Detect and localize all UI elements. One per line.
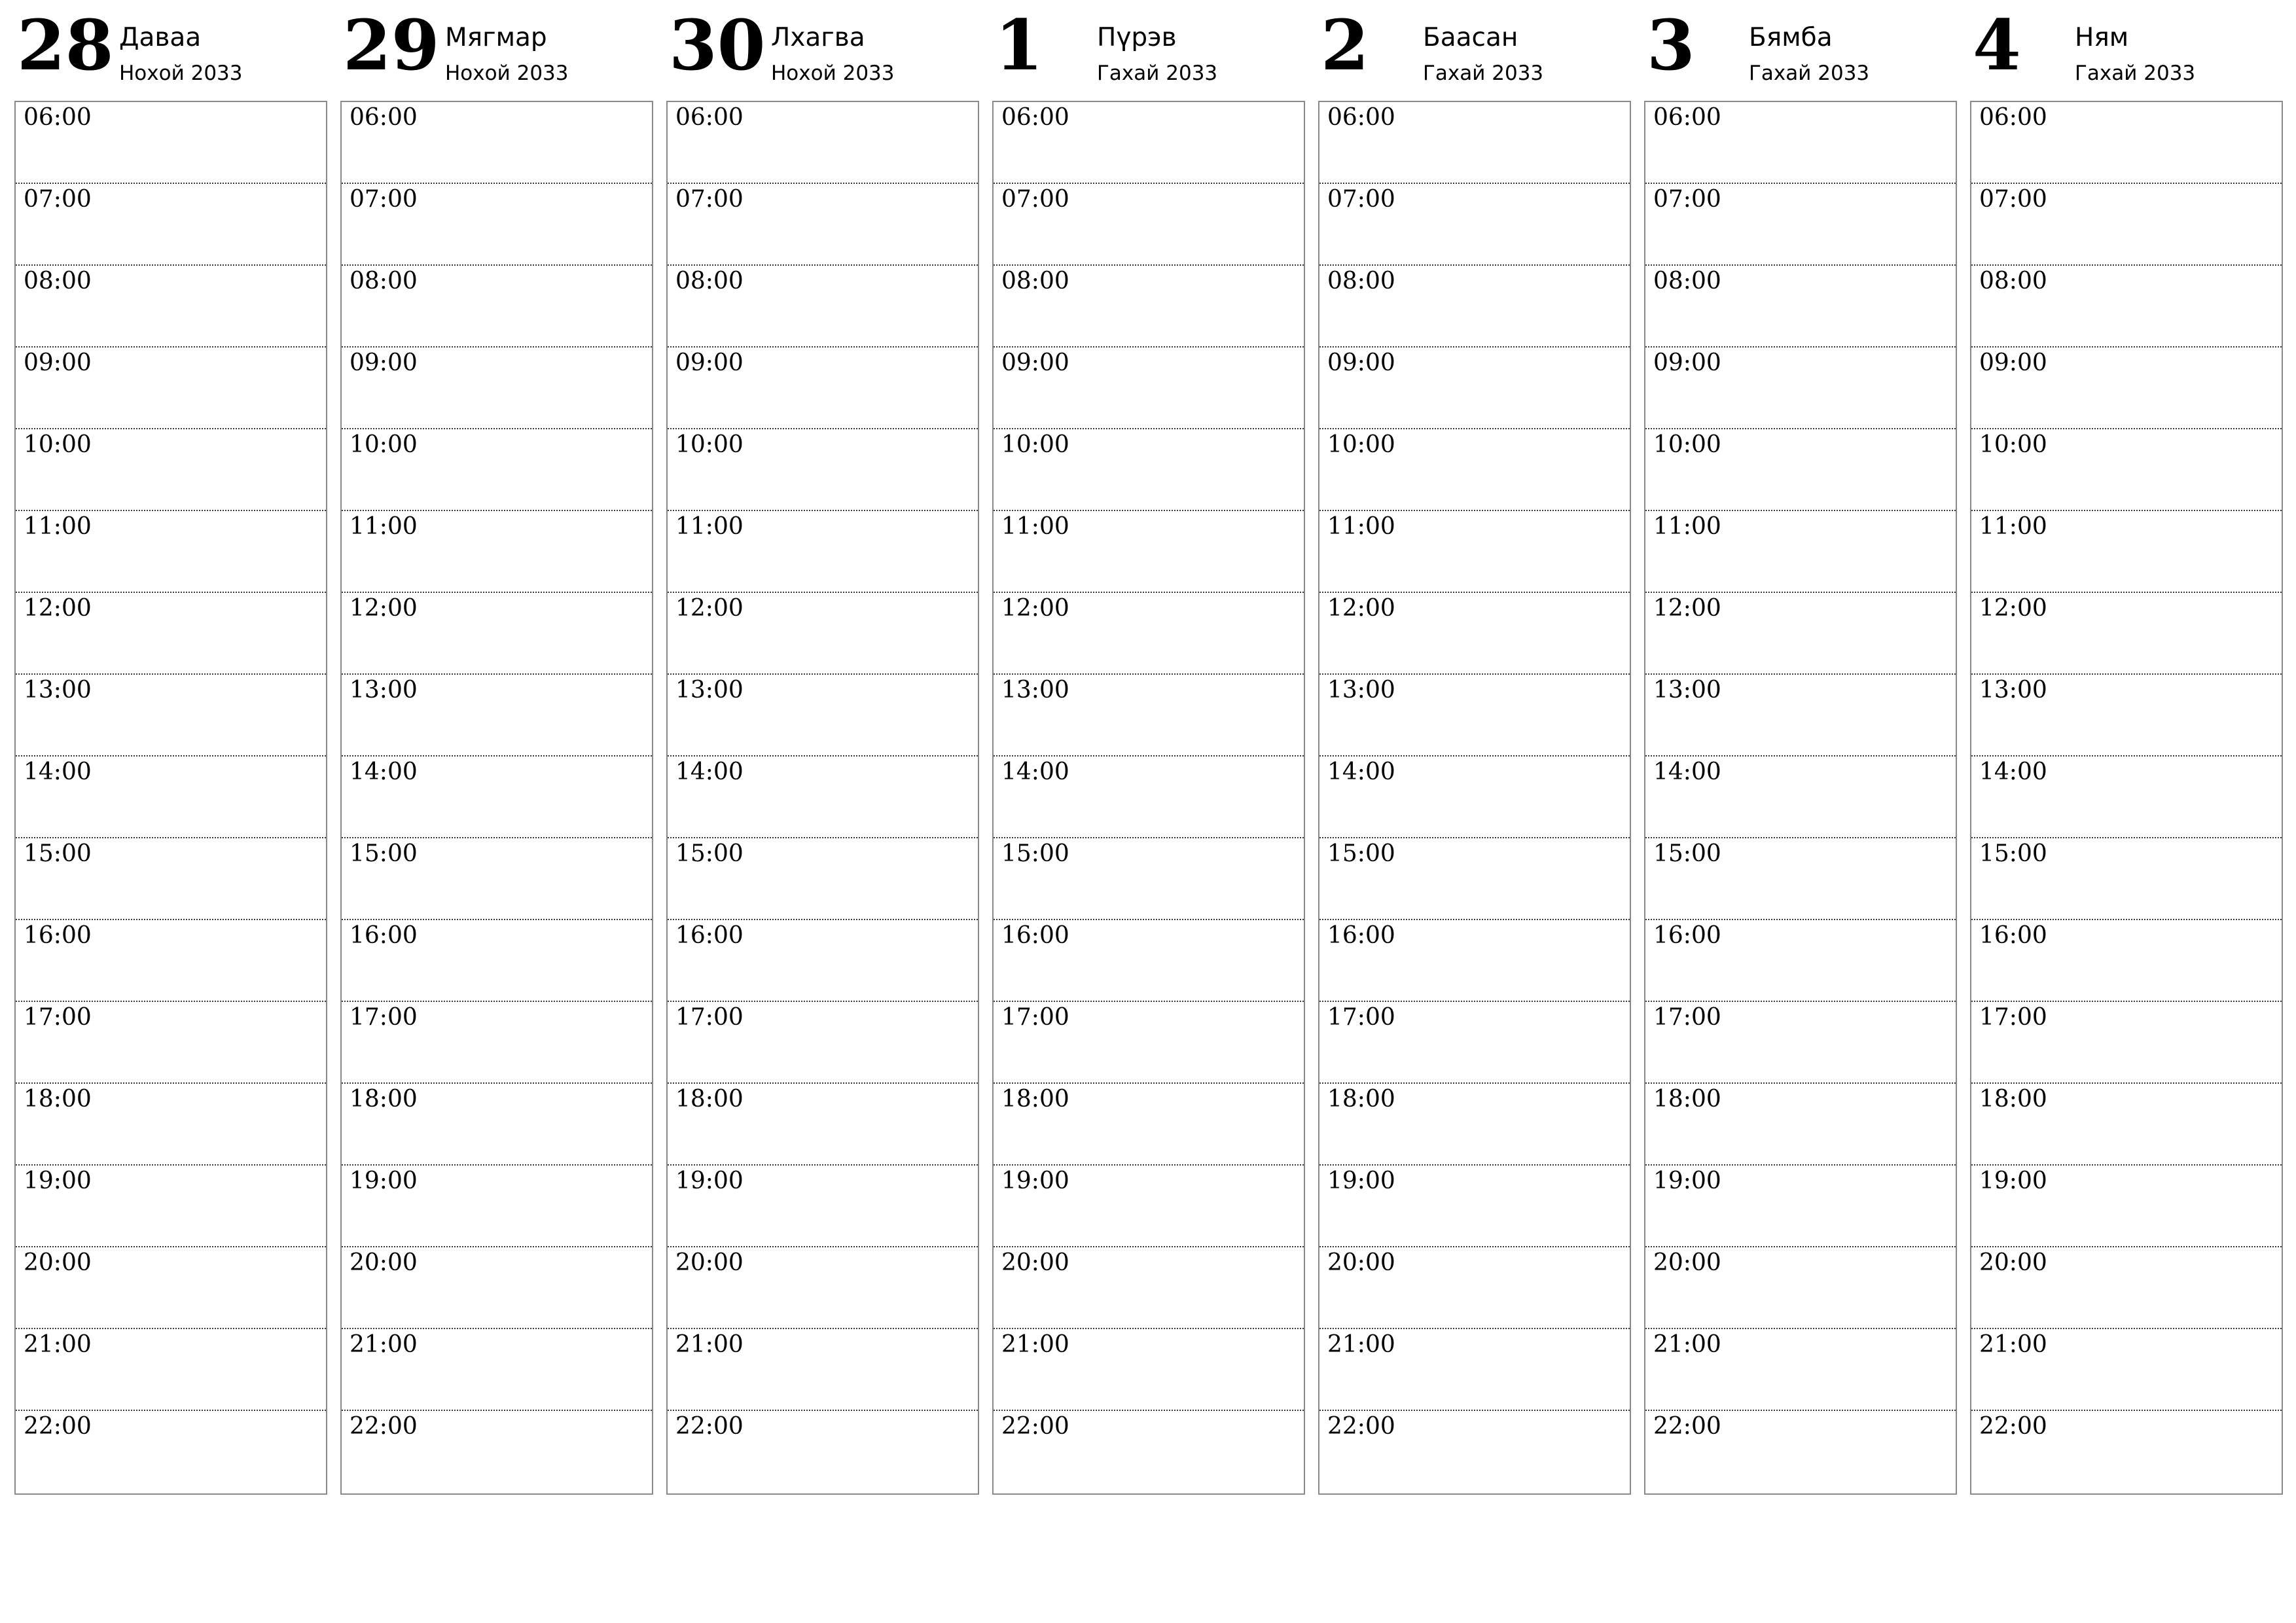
time-label: 17:00 bbox=[1653, 1004, 1721, 1031]
time-label: 09:00 bbox=[1327, 349, 1395, 376]
time-slot[interactable] bbox=[1645, 266, 1956, 348]
month-year-label: Гахай 2033 bbox=[1097, 62, 1218, 85]
time-label: 11:00 bbox=[1653, 513, 1721, 540]
time-label: 11:00 bbox=[675, 513, 744, 540]
time-label: 18:00 bbox=[1979, 1086, 2047, 1113]
time-label: 14:00 bbox=[350, 758, 418, 785]
time-slot[interactable] bbox=[1319, 429, 1630, 511]
time-slot[interactable] bbox=[16, 593, 326, 675]
time-slot[interactable] bbox=[1645, 1411, 1956, 1493]
time-slot[interactable] bbox=[1319, 102, 1630, 184]
time-slot[interactable] bbox=[668, 1084, 978, 1166]
time-label: 13:00 bbox=[1979, 677, 2047, 704]
time-label: 13:00 bbox=[675, 677, 744, 704]
time-slot[interactable] bbox=[1319, 1247, 1630, 1329]
time-slot[interactable] bbox=[16, 675, 326, 757]
time-label: 14:00 bbox=[675, 758, 744, 785]
time-slot[interactable] bbox=[1971, 593, 2282, 675]
time-slot[interactable] bbox=[994, 266, 1304, 348]
time-slot[interactable] bbox=[1645, 1002, 1956, 1084]
time-label: 06:00 bbox=[1001, 104, 1069, 131]
time-slot[interactable] bbox=[1319, 511, 1630, 593]
time-label: 12:00 bbox=[1979, 595, 2047, 622]
time-label: 12:00 bbox=[1653, 595, 1721, 622]
time-slot[interactable] bbox=[1971, 184, 2282, 266]
time-label: 10:00 bbox=[1979, 431, 2047, 458]
time-label: 07:00 bbox=[350, 186, 418, 213]
time-label: 09:00 bbox=[1979, 349, 2047, 376]
time-label: 15:00 bbox=[1327, 840, 1395, 867]
time-slot[interactable] bbox=[668, 266, 978, 348]
time-label: 19:00 bbox=[1001, 1168, 1069, 1194]
time-label: 10:00 bbox=[350, 431, 418, 458]
time-slot[interactable] bbox=[1645, 1247, 1956, 1329]
day-header bbox=[340, 0, 653, 98]
time-label: 12:00 bbox=[1327, 595, 1395, 622]
time-label: 21:00 bbox=[24, 1331, 92, 1358]
time-label: 21:00 bbox=[1979, 1331, 2047, 1358]
time-slot[interactable] bbox=[342, 838, 652, 920]
time-label: 14:00 bbox=[24, 758, 92, 785]
day-header bbox=[992, 0, 1305, 98]
time-label: 08:00 bbox=[350, 268, 418, 294]
time-label: 14:00 bbox=[1979, 758, 2047, 785]
time-label: 22:00 bbox=[675, 1413, 744, 1440]
time-slot[interactable] bbox=[1645, 675, 1956, 757]
weekday-name: Ням bbox=[2075, 23, 2129, 52]
time-label: 15:00 bbox=[675, 840, 744, 867]
time-label: 11:00 bbox=[1001, 513, 1069, 540]
time-label: 11:00 bbox=[24, 513, 92, 540]
time-label: 15:00 bbox=[1979, 840, 2047, 867]
time-slot[interactable] bbox=[668, 675, 978, 757]
time-slot[interactable] bbox=[16, 1084, 326, 1166]
time-label: 13:00 bbox=[1653, 677, 1721, 704]
time-slot[interactable] bbox=[342, 757, 652, 838]
time-slot[interactable] bbox=[668, 1411, 978, 1493]
time-label: 12:00 bbox=[1001, 595, 1069, 622]
time-slot[interactable] bbox=[994, 102, 1304, 184]
time-label: 20:00 bbox=[24, 1249, 92, 1276]
time-slot[interactable] bbox=[668, 1329, 978, 1411]
time-slot[interactable] bbox=[1645, 1084, 1956, 1166]
month-year-label: Нохой 2033 bbox=[119, 62, 243, 85]
time-label: 16:00 bbox=[1327, 922, 1395, 949]
time-label: 13:00 bbox=[1327, 677, 1395, 704]
day-number: 4 bbox=[1973, 4, 2021, 86]
time-slot[interactable] bbox=[994, 757, 1304, 838]
time-label: 06:00 bbox=[350, 104, 418, 131]
time-slot[interactable] bbox=[1645, 102, 1956, 184]
time-label: 09:00 bbox=[350, 349, 418, 376]
time-slot[interactable] bbox=[994, 348, 1304, 429]
time-slot[interactable] bbox=[16, 1166, 326, 1247]
time-label: 06:00 bbox=[1979, 104, 2047, 131]
month-year-label: Гахай 2033 bbox=[1423, 62, 1544, 85]
time-label: 13:00 bbox=[350, 677, 418, 704]
time-label: 19:00 bbox=[24, 1168, 92, 1194]
time-label: 21:00 bbox=[1001, 1331, 1069, 1358]
time-slot[interactable] bbox=[342, 102, 652, 184]
weekday-name: Баасан bbox=[1423, 23, 1518, 52]
time-slot[interactable] bbox=[1971, 511, 2282, 593]
time-label: 07:00 bbox=[1327, 186, 1395, 213]
month-year-label: Нохой 2033 bbox=[771, 62, 895, 85]
time-label: 20:00 bbox=[1001, 1249, 1069, 1276]
month-year-label: Гахай 2033 bbox=[2075, 62, 2196, 85]
time-label: 22:00 bbox=[1327, 1413, 1395, 1440]
time-slot[interactable] bbox=[994, 184, 1304, 266]
time-label: 10:00 bbox=[1001, 431, 1069, 458]
time-slot[interactable] bbox=[994, 1166, 1304, 1247]
time-label: 18:00 bbox=[24, 1086, 92, 1113]
time-slot[interactable] bbox=[16, 1411, 326, 1493]
time-slot[interactable] bbox=[668, 920, 978, 1002]
time-slot[interactable] bbox=[994, 429, 1304, 511]
time-label: 09:00 bbox=[1653, 349, 1721, 376]
time-slot[interactable] bbox=[1971, 429, 2282, 511]
time-label: 08:00 bbox=[1327, 268, 1395, 294]
time-slot[interactable] bbox=[342, 1411, 652, 1493]
time-slot[interactable] bbox=[1971, 1166, 2282, 1247]
time-label: 20:00 bbox=[1979, 1249, 2047, 1276]
time-label: 10:00 bbox=[1653, 431, 1721, 458]
month-year-label: Гахай 2033 bbox=[1749, 62, 1870, 85]
time-slot[interactable] bbox=[1645, 838, 1956, 920]
time-label: 06:00 bbox=[675, 104, 744, 131]
day-number: 1 bbox=[995, 4, 1043, 86]
day-header bbox=[1318, 0, 1631, 98]
time-label: 08:00 bbox=[1001, 268, 1069, 294]
time-slot[interactable] bbox=[1319, 920, 1630, 1002]
time-slot[interactable] bbox=[1319, 1002, 1630, 1084]
weekday-name: Бямба bbox=[1749, 23, 1833, 52]
day-number: 28 bbox=[17, 4, 114, 86]
time-label: 19:00 bbox=[675, 1168, 744, 1194]
day-number: 2 bbox=[1321, 4, 1369, 86]
time-slot[interactable] bbox=[342, 675, 652, 757]
time-slot[interactable] bbox=[1319, 1166, 1630, 1247]
day-header bbox=[14, 0, 327, 98]
time-label: 20:00 bbox=[350, 1249, 418, 1276]
time-slot[interactable] bbox=[1971, 1084, 2282, 1166]
time-slot[interactable] bbox=[994, 675, 1304, 757]
time-slot[interactable] bbox=[1319, 1084, 1630, 1166]
time-label: 17:00 bbox=[675, 1004, 744, 1031]
time-slot[interactable] bbox=[342, 920, 652, 1002]
time-label: 16:00 bbox=[1653, 922, 1721, 949]
time-label: 18:00 bbox=[1653, 1086, 1721, 1113]
time-slot[interactable] bbox=[16, 429, 326, 511]
time-label: 21:00 bbox=[1327, 1331, 1395, 1358]
time-slot[interactable] bbox=[1645, 348, 1956, 429]
time-slot[interactable] bbox=[16, 266, 326, 348]
time-label: 13:00 bbox=[1001, 677, 1069, 704]
time-label: 10:00 bbox=[675, 431, 744, 458]
time-slot[interactable] bbox=[342, 1247, 652, 1329]
day-schedule-box bbox=[992, 101, 1305, 1495]
time-slot[interactable] bbox=[668, 757, 978, 838]
day-schedule-box bbox=[14, 101, 327, 1495]
time-label: 07:00 bbox=[24, 186, 92, 213]
time-slot[interactable] bbox=[16, 184, 326, 266]
time-label: 08:00 bbox=[1653, 268, 1721, 294]
time-label: 07:00 bbox=[1001, 186, 1069, 213]
weekday-name: Даваа bbox=[119, 23, 202, 52]
time-label: 09:00 bbox=[24, 349, 92, 376]
time-slot[interactable] bbox=[342, 1002, 652, 1084]
time-label: 08:00 bbox=[24, 268, 92, 294]
time-label: 12:00 bbox=[24, 595, 92, 622]
time-slot[interactable] bbox=[342, 1084, 652, 1166]
time-label: 07:00 bbox=[1979, 186, 2047, 213]
time-slot[interactable] bbox=[16, 511, 326, 593]
time-label: 09:00 bbox=[675, 349, 744, 376]
time-label: 19:00 bbox=[350, 1168, 418, 1194]
time-slot[interactable] bbox=[668, 1002, 978, 1084]
day-schedule-box bbox=[1644, 101, 1957, 1495]
time-label: 21:00 bbox=[675, 1331, 744, 1358]
day-number: 29 bbox=[343, 4, 440, 86]
time-slot[interactable] bbox=[668, 102, 978, 184]
time-slot[interactable] bbox=[1971, 675, 2282, 757]
time-slot[interactable] bbox=[342, 1166, 652, 1247]
time-label: 15:00 bbox=[1001, 840, 1069, 867]
time-label: 18:00 bbox=[675, 1086, 744, 1113]
day-header bbox=[1970, 0, 2283, 98]
time-slot[interactable] bbox=[1319, 838, 1630, 920]
time-slot[interactable] bbox=[994, 1247, 1304, 1329]
time-label: 22:00 bbox=[24, 1413, 92, 1440]
time-label: 12:00 bbox=[675, 595, 744, 622]
time-slot[interactable] bbox=[668, 593, 978, 675]
time-label: 22:00 bbox=[1653, 1413, 1721, 1440]
time-slot[interactable] bbox=[668, 1247, 978, 1329]
day-header bbox=[1644, 0, 1957, 98]
time-slot[interactable] bbox=[1645, 920, 1956, 1002]
time-slot[interactable] bbox=[1645, 593, 1956, 675]
time-slot[interactable] bbox=[994, 511, 1304, 593]
time-slot[interactable] bbox=[342, 266, 652, 348]
time-slot[interactable] bbox=[1319, 675, 1630, 757]
time-slot[interactable] bbox=[342, 593, 652, 675]
time-label: 16:00 bbox=[1001, 922, 1069, 949]
time-slot[interactable] bbox=[1971, 102, 2282, 184]
time-slot[interactable] bbox=[342, 1329, 652, 1411]
time-slot[interactable] bbox=[1971, 348, 2282, 429]
time-label: 07:00 bbox=[675, 186, 744, 213]
time-label: 08:00 bbox=[1979, 268, 2047, 294]
time-label: 16:00 bbox=[24, 922, 92, 949]
time-slot[interactable] bbox=[1971, 1329, 2282, 1411]
time-label: 11:00 bbox=[350, 513, 418, 540]
time-label: 17:00 bbox=[350, 1004, 418, 1031]
day-number: 30 bbox=[669, 4, 766, 86]
time-slot[interactable] bbox=[1645, 184, 1956, 266]
time-slot[interactable] bbox=[1971, 1247, 2282, 1329]
time-label: 20:00 bbox=[1653, 1249, 1721, 1276]
weekday-name: Пүрэв bbox=[1097, 23, 1177, 52]
time-slot[interactable] bbox=[1645, 1166, 1956, 1247]
time-slot[interactable] bbox=[342, 184, 652, 266]
time-slot[interactable] bbox=[668, 348, 978, 429]
month-year-label: Нохой 2033 bbox=[445, 62, 569, 85]
time-slot[interactable] bbox=[994, 1002, 1304, 1084]
time-slot[interactable] bbox=[994, 1411, 1304, 1493]
time-label: 15:00 bbox=[1653, 840, 1721, 867]
time-label: 10:00 bbox=[24, 431, 92, 458]
time-slot[interactable] bbox=[1971, 1002, 2282, 1084]
time-label: 10:00 bbox=[1327, 431, 1395, 458]
time-slot[interactable] bbox=[16, 920, 326, 1002]
time-label: 20:00 bbox=[675, 1249, 744, 1276]
time-slot[interactable] bbox=[994, 920, 1304, 1002]
time-label: 20:00 bbox=[1327, 1249, 1395, 1276]
time-slot[interactable] bbox=[1645, 757, 1956, 838]
day-schedule-box bbox=[666, 101, 979, 1495]
time-label: 21:00 bbox=[1653, 1331, 1721, 1358]
time-label: 18:00 bbox=[1327, 1086, 1395, 1113]
time-label: 18:00 bbox=[1001, 1086, 1069, 1113]
time-slot[interactable] bbox=[1971, 757, 2282, 838]
time-label: 16:00 bbox=[350, 922, 418, 949]
day-schedule-box bbox=[1970, 101, 2283, 1495]
time-label: 19:00 bbox=[1327, 1168, 1395, 1194]
time-label: 16:00 bbox=[1979, 922, 2047, 949]
time-slot[interactable] bbox=[1645, 511, 1956, 593]
time-slot[interactable] bbox=[668, 1166, 978, 1247]
time-slot[interactable] bbox=[994, 838, 1304, 920]
time-slot[interactable] bbox=[1319, 266, 1630, 348]
time-label: 15:00 bbox=[350, 840, 418, 867]
time-slot[interactable] bbox=[994, 1329, 1304, 1411]
time-label: 17:00 bbox=[1327, 1004, 1395, 1031]
time-label: 22:00 bbox=[1001, 1413, 1069, 1440]
time-slot[interactable] bbox=[1319, 593, 1630, 675]
time-label: 22:00 bbox=[350, 1413, 418, 1440]
time-slot[interactable] bbox=[342, 511, 652, 593]
time-slot[interactable] bbox=[668, 511, 978, 593]
time-slot[interactable] bbox=[668, 184, 978, 266]
time-slot[interactable] bbox=[668, 429, 978, 511]
time-slot[interactable] bbox=[342, 348, 652, 429]
time-slot[interactable] bbox=[1319, 1411, 1630, 1493]
time-label: 08:00 bbox=[675, 268, 744, 294]
time-label: 21:00 bbox=[350, 1331, 418, 1358]
time-slot[interactable] bbox=[1645, 1329, 1956, 1411]
weekday-name: Лхагва bbox=[771, 23, 865, 52]
time-label: 15:00 bbox=[24, 840, 92, 867]
time-slot[interactable] bbox=[16, 1002, 326, 1084]
time-slot[interactable] bbox=[16, 1247, 326, 1329]
time-label: 16:00 bbox=[675, 922, 744, 949]
time-label: 06:00 bbox=[1327, 104, 1395, 131]
time-label: 06:00 bbox=[24, 104, 92, 131]
time-slot[interactable] bbox=[1319, 1329, 1630, 1411]
time-slot[interactable] bbox=[342, 429, 652, 511]
time-slot[interactable] bbox=[1971, 1411, 2282, 1493]
time-label: 14:00 bbox=[1327, 758, 1395, 785]
time-slot[interactable] bbox=[16, 1329, 326, 1411]
time-slot[interactable] bbox=[16, 838, 326, 920]
time-label: 17:00 bbox=[24, 1004, 92, 1031]
day-schedule-box bbox=[340, 101, 653, 1495]
time-slot[interactable] bbox=[1319, 757, 1630, 838]
time-slot[interactable] bbox=[16, 757, 326, 838]
time-slot[interactable] bbox=[1971, 920, 2282, 1002]
time-label: 12:00 bbox=[350, 595, 418, 622]
time-label: 11:00 bbox=[1327, 513, 1395, 540]
day-schedule-box bbox=[1318, 101, 1631, 1495]
time-label: 22:00 bbox=[1979, 1413, 2047, 1440]
time-slot[interactable] bbox=[668, 838, 978, 920]
day-number: 3 bbox=[1647, 4, 1695, 86]
time-label: 19:00 bbox=[1979, 1168, 2047, 1194]
day-header bbox=[666, 0, 979, 98]
time-label: 13:00 bbox=[24, 677, 92, 704]
time-slot[interactable] bbox=[1645, 429, 1956, 511]
time-slot[interactable] bbox=[16, 102, 326, 184]
time-label: 18:00 bbox=[350, 1086, 418, 1113]
time-label: 06:00 bbox=[1653, 104, 1721, 131]
time-label: 07:00 bbox=[1653, 186, 1721, 213]
time-slot[interactable] bbox=[16, 348, 326, 429]
time-label: 14:00 bbox=[1001, 758, 1069, 785]
time-label: 09:00 bbox=[1001, 349, 1069, 376]
time-label: 11:00 bbox=[1979, 513, 2047, 540]
time-slot[interactable] bbox=[1971, 838, 2282, 920]
time-label: 17:00 bbox=[1001, 1004, 1069, 1031]
time-slot[interactable] bbox=[1319, 348, 1630, 429]
weekday-name: Мягмар bbox=[445, 23, 547, 52]
time-label: 17:00 bbox=[1979, 1004, 2047, 1031]
time-slot[interactable] bbox=[1971, 266, 2282, 348]
time-slot[interactable] bbox=[994, 1084, 1304, 1166]
time-label: 19:00 bbox=[1653, 1168, 1721, 1194]
time-slot[interactable] bbox=[994, 593, 1304, 675]
time-slot[interactable] bbox=[1319, 184, 1630, 266]
time-label: 14:00 bbox=[1653, 758, 1721, 785]
